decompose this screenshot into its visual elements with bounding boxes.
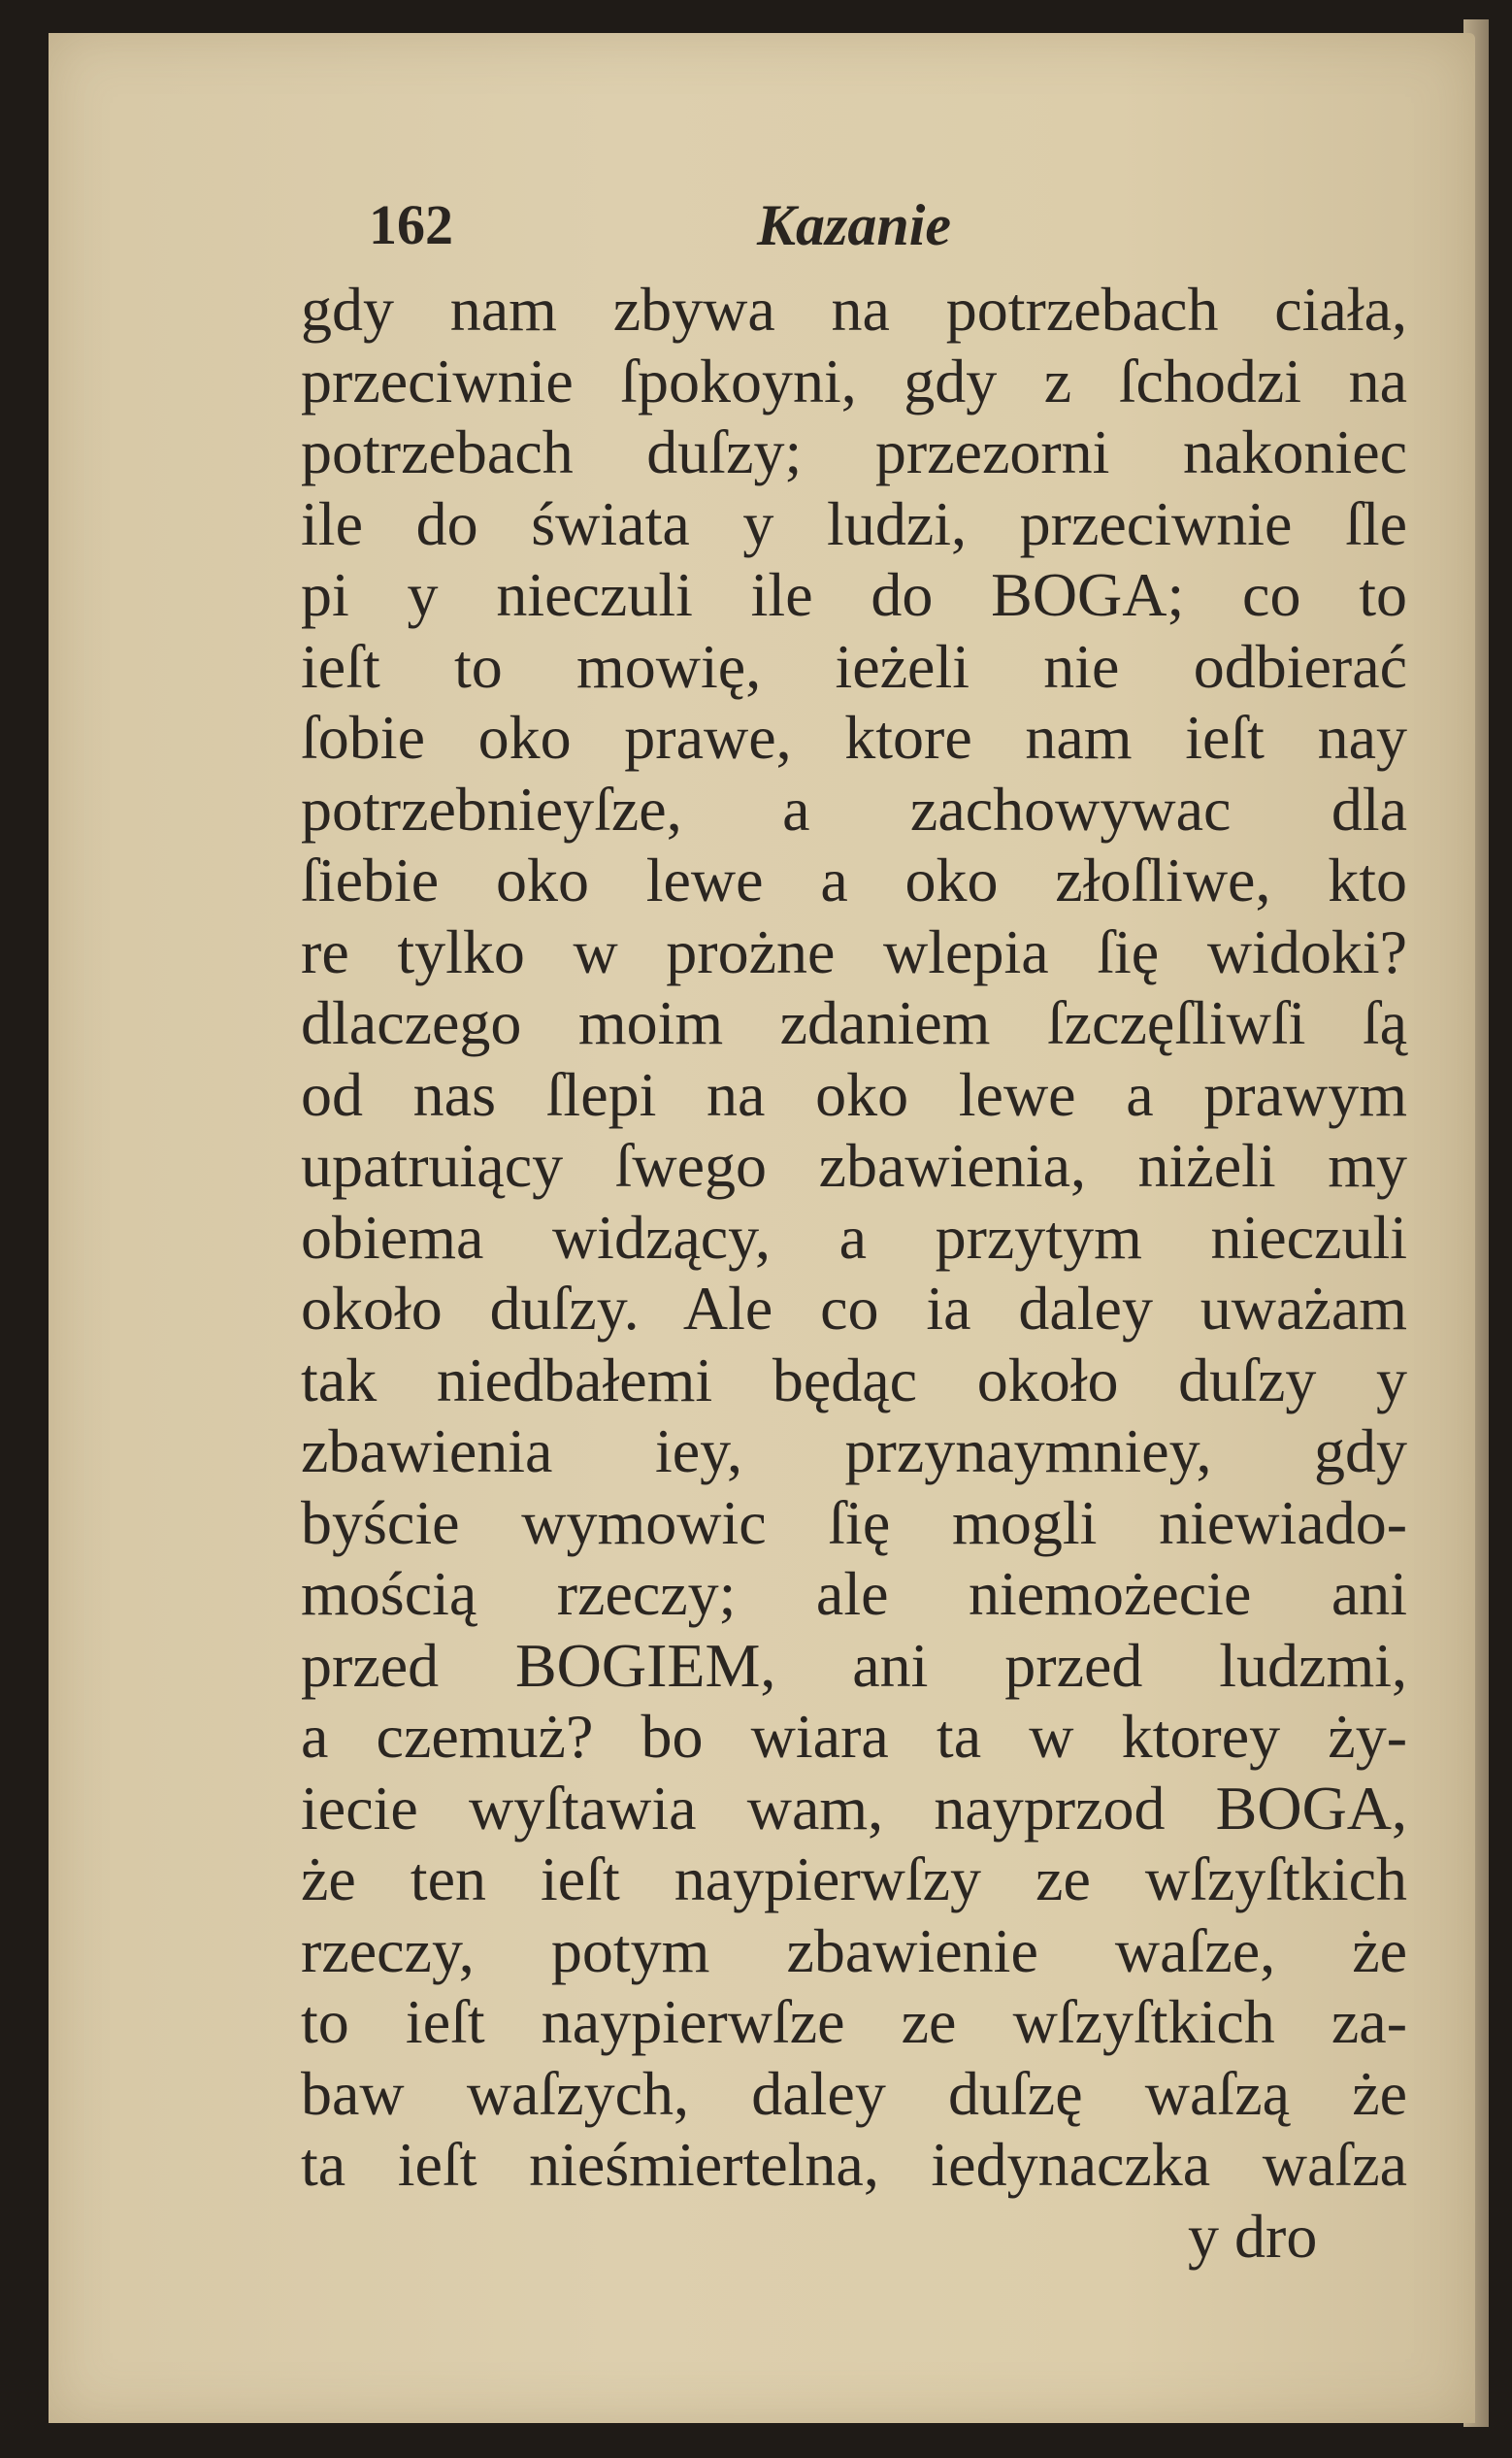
- text-line: ſiebie oko lewe a oko złoſliwe, kto: [301, 846, 1407, 914]
- text-line: przeciwnie ſpokoyni, gdy z ſchodzi na: [301, 346, 1407, 415]
- text-line: ile do świata y ludzi, przeciwnie ſle: [301, 488, 1407, 558]
- text-line: a czemuż? bo wiara ta w ktorey ży-: [301, 1702, 1407, 1771]
- text-line: że ten ieſt naypierwſzy ze wſzyſtkich: [301, 1844, 1407, 1913]
- text-line: re tylko w prożne wlepia ſię widoki?: [301, 916, 1407, 986]
- text-line: zbawienia iey, przynaymniey, gdy: [301, 1416, 1407, 1485]
- text-line: ieſt to mowię, ieżeli nie odbierać: [301, 631, 1407, 701]
- body-text: [301, 274, 1407, 2201]
- text-line: gdy nam zbywa na potrzebach ciała,: [301, 275, 1407, 344]
- text-line: pi y nieczuli ile do BOGA; co to: [301, 560, 1407, 629]
- text-line: rzeczy, potym zbawienie waſze, że: [301, 1915, 1407, 1985]
- text-line: to ieſt naypierwſze ze wſzyſtkich za-: [301, 1987, 1407, 2056]
- text-line: potrzebnieyſze, a zachowywac dla: [301, 774, 1407, 844]
- text-line: mością rzeczy; ale niemożecie ani: [301, 1559, 1407, 1628]
- text-line: tak niedbałemi będąc około duſzy y: [301, 1345, 1407, 1414]
- text-line: byście wymowic ſię mogli niewiado-: [301, 1487, 1407, 1557]
- running-head: Kazanie: [757, 193, 952, 257]
- page-header: [320, 192, 1097, 270]
- text-line: baw waſzych, daley duſzę waſzą że: [301, 2058, 1407, 2128]
- text-line: ta ieſt nieśmiertelna, iedynaczka waſza: [301, 2130, 1407, 2199]
- text-line: ſobie oko prawe, ktore nam ieſt nay: [301, 703, 1407, 772]
- text-line: upatruiący ſwego zbawienia, niżeli my: [301, 1131, 1407, 1200]
- catchword: y dro: [1188, 2202, 1318, 2271]
- text-line: od nas ſlepi na oko lewe a prawym: [301, 1059, 1407, 1129]
- text-line: obiema widzący, a przytym nieczuli: [301, 1202, 1407, 1272]
- text-line: potrzebach duſzy; przezorni nakoniec: [301, 417, 1407, 486]
- text-line: około duſzy. Ale co ia daley uważam: [301, 1274, 1407, 1343]
- page-number: 162: [369, 193, 453, 256]
- text-line: iecie wyſtawia wam, nayprzod BOGA,: [301, 1773, 1407, 1843]
- text-line: przed BOGIEM, ani przed ludzmi,: [301, 1630, 1407, 1700]
- text-line: dlaczego moim zdaniem ſzczęſliwſi ſą: [301, 988, 1407, 1057]
